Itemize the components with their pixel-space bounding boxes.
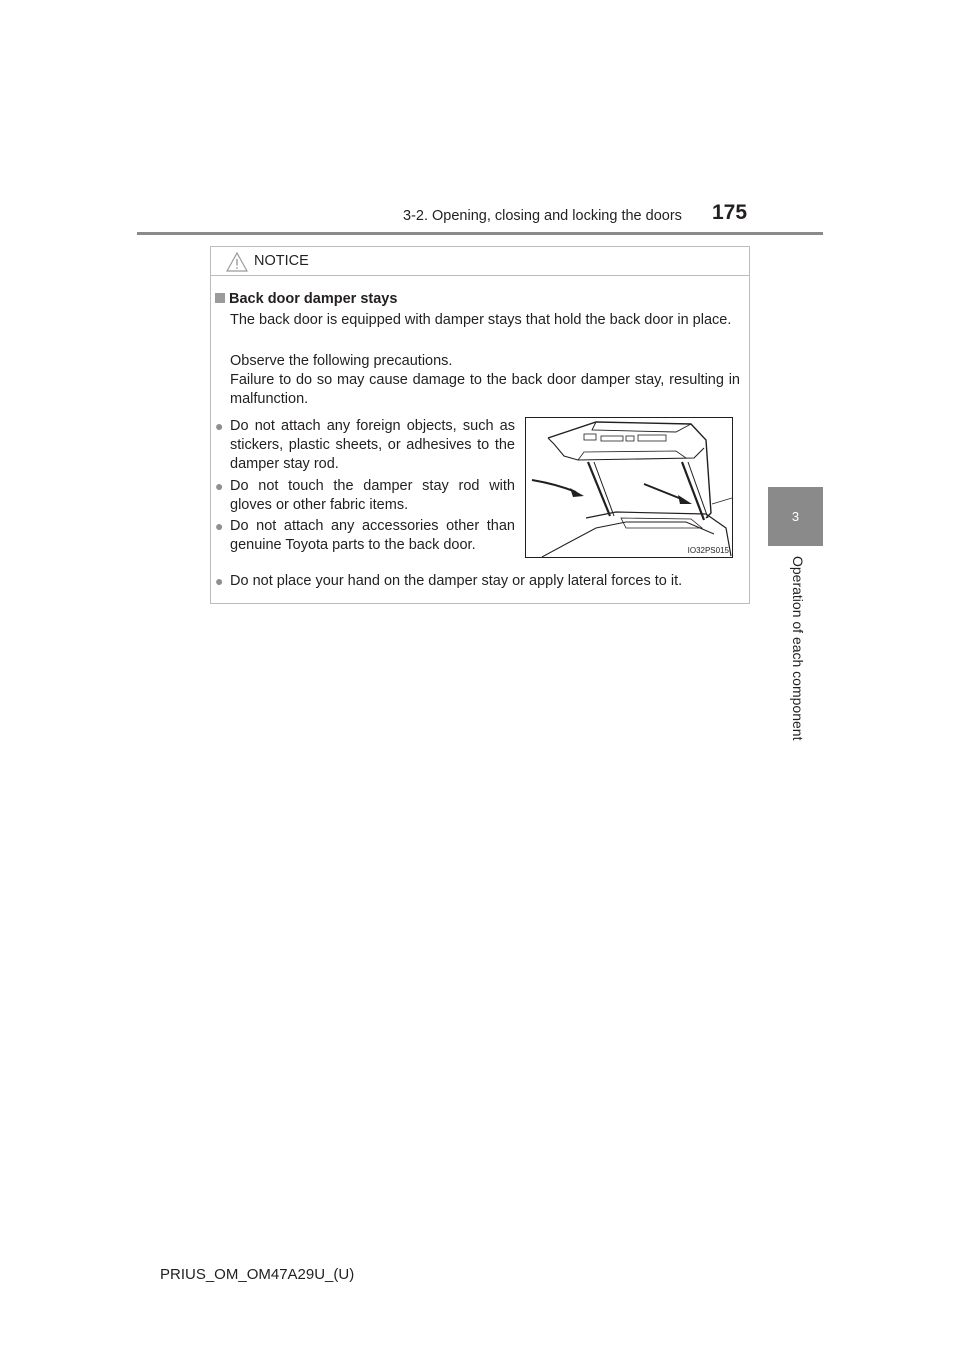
list-item xyxy=(215,477,515,515)
back-door-damper-illustration xyxy=(526,418,732,557)
chapter-tab: 3 xyxy=(768,487,823,546)
chapter-label: Operation of each component xyxy=(790,556,806,741)
precautions-line: Observe the following precautions. xyxy=(230,353,453,369)
list-item xyxy=(215,417,515,474)
list-item xyxy=(215,517,515,555)
intro-paragraph: The back door is equipped with damper stays that hold the back door in place. xyxy=(230,312,732,328)
bullet-dot-icon: ● xyxy=(215,418,224,434)
page-number: 175 xyxy=(712,201,748,224)
bullet-dot-icon: ● xyxy=(215,518,224,534)
header-divider xyxy=(137,232,823,235)
square-bullet-icon xyxy=(215,293,225,303)
list-item-text: Do not place your hand on the damper stay or apply lateral forces to it. xyxy=(230,573,683,589)
list-item xyxy=(215,572,735,591)
notice-box xyxy=(210,246,750,604)
bullet-dot-icon: ● xyxy=(215,478,224,494)
back-door-illustration xyxy=(525,417,733,558)
failure-paragraph: Failure to do so may cause damage to the back door damper stay, resulting in malfunction. xyxy=(230,372,740,407)
list-item-text: Do not attach any accessories other than genuine Toyota parts to the back door. xyxy=(230,518,515,553)
figure-code: IO32PS015 xyxy=(687,546,729,555)
section-heading-text: Back door damper stays xyxy=(229,291,398,307)
section-title: 3-2. Opening, closing and locking the doors xyxy=(403,208,682,224)
list-item-text: Do not touch the damper stay rod with gloves or other fabric items. xyxy=(230,478,515,513)
notice-header xyxy=(211,247,749,276)
section-heading xyxy=(215,291,397,307)
warning-icon xyxy=(226,252,248,272)
bullet-dot-icon: ● xyxy=(215,573,224,589)
document-id: PRIUS_OM_OM47A29U_(U) xyxy=(160,1266,355,1283)
notice-title: NOTICE xyxy=(254,253,309,269)
list-item-text: Do not attach any foreign objects, such as stickers, plastic sheets, or adhesives to the damper stay rod. xyxy=(230,418,515,472)
